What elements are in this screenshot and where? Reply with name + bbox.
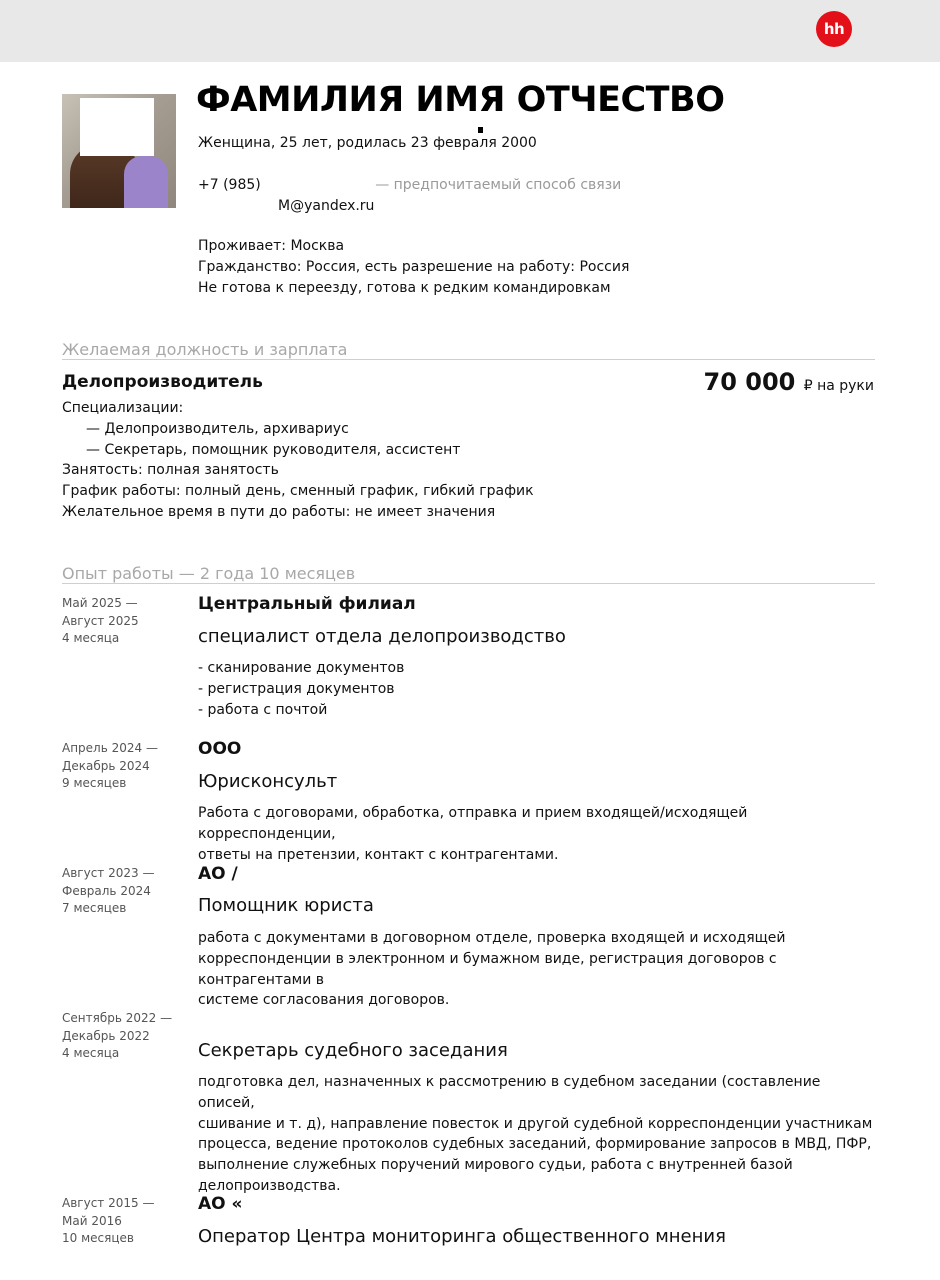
job-dates <box>62 865 192 918</box>
phone-number[interactable]: +7 (985) <box>198 177 266 193</box>
job-company: АО « <box>198 1194 243 1214</box>
job-description-line: выполнение служебных поручений мирового судьи, работа с внутренней базой <box>198 1157 793 1174</box>
job-company: Центральный филиал <box>198 594 416 614</box>
job-description-line: - работа с почтой <box>198 701 328 718</box>
specialization-item: — Делопроизводитель, архивариус <box>86 421 349 437</box>
salary-amount: 70 000 <box>703 368 796 396</box>
job-description-line: работа с документами в договорном отделе, проверка входящей и исходящей <box>198 930 786 946</box>
demographics: Женщина, 25 лет, родилась 23 февраля 2000 <box>198 135 537 151</box>
job-description-line: системе согласования договоров. <box>198 992 450 1009</box>
job-description-line: сшивание и т. д), направление повесток и другой судебной корреспонденции участникам <box>198 1115 873 1132</box>
job-description-line: делопроизводства. <box>198 1177 341 1194</box>
employment: Занятость: полная занятость <box>62 462 279 478</box>
citizenship: Гражданство: Россия, есть разрешение на работу: Россия <box>198 259 630 275</box>
top-bar <box>0 0 940 62</box>
job-company: АО / <box>198 864 238 884</box>
job-role: Юрисконсульт <box>198 771 338 792</box>
candidate-name: ФАМИЛИЯ ИМЯ ОТЧЕСТВО <box>196 80 725 120</box>
job-duration: 10 месяцев <box>62 1231 134 1245</box>
job-date-to: Май 2016 <box>62 1213 122 1228</box>
job-date-from: Май 2025 — <box>62 596 138 610</box>
job-description-line: Работа с договорами, обработка, отправка и прием входящей/исходящей корреспонденции, <box>198 805 748 842</box>
job-dates <box>62 740 192 793</box>
commute: Желательное время в пути до работы: не имеет значения <box>62 504 496 520</box>
job-description-line: - регистрация документов <box>198 680 395 697</box>
job-description-line: подготовка дел, назначенных к рассмотрению в судебном заседании (составление описей, <box>198 1074 821 1111</box>
redaction-mark <box>478 127 483 133</box>
profile-photo <box>62 94 176 208</box>
job-dates <box>62 595 192 648</box>
section-divider <box>62 359 875 360</box>
job-role: Помощник юриста <box>198 895 374 916</box>
section-title-desired: Желаемая должность и зарплата <box>62 340 348 359</box>
salary-unit: ₽ на руки <box>803 378 874 394</box>
job-description-line: ответы на претензии, контакт с контрагентами. <box>198 846 559 863</box>
email-line <box>198 198 374 214</box>
job-description <box>198 803 878 865</box>
section-divider <box>62 583 875 584</box>
job-role: Секретарь судебного заседания <box>198 1040 508 1061</box>
specialization-item: — Секретарь, помощник руководителя, ассистент <box>86 442 461 458</box>
job-date-to: Февраль 2024 <box>62 883 151 898</box>
salary <box>704 368 875 396</box>
job-description-line: - сканирование документов <box>198 660 405 676</box>
phone-line <box>198 177 621 193</box>
job-duration: 9 месяцев <box>62 776 127 790</box>
job-date-from: Сентябрь 2022 — <box>62 1011 173 1025</box>
specializations-label: Специализации: <box>62 400 184 416</box>
photo-redaction <box>80 98 154 156</box>
job-role: Оператор Центра мониторинга общественного мнения <box>198 1226 726 1247</box>
job-date-to: Август 2025 <box>62 613 139 628</box>
photo-shirt-shape <box>124 156 168 208</box>
job-description <box>198 658 878 720</box>
relocation: Не готова к переезду, готова к редким командировкам <box>198 280 611 296</box>
job-duration: 4 месяца <box>62 1046 120 1060</box>
job-description <box>198 1072 878 1197</box>
section-title-experience: Опыт работы — 2 года 10 месяцев <box>62 564 356 583</box>
schedule: График работы: полный день, сменный график, гибкий график <box>62 483 534 499</box>
job-date-from: Август 2015 — <box>62 1196 155 1210</box>
job-duration: 4 месяца <box>62 631 120 645</box>
job-date-to: Декабрь 2024 <box>62 758 150 773</box>
desired-position: Делопроизводитель <box>62 372 263 392</box>
job-date-from: Апрель 2024 — <box>62 741 158 755</box>
job-description-line: процесса, ведение протоколов судебных заседаний, формирование запросов в МВД, ПФР, <box>198 1136 872 1153</box>
job-description <box>198 928 878 1011</box>
job-duration: 7 месяцев <box>62 901 127 915</box>
phone-note: — предпочитаемый способ связи <box>375 177 622 193</box>
job-date-from: Август 2023 — <box>62 866 155 880</box>
hh-logo[interactable]: hh <box>816 11 852 47</box>
job-description-line: корреспонденции в электронном и бумажном виде, регистрация договоров с контрагентами в <box>198 950 777 988</box>
job-dates <box>62 1195 192 1248</box>
residence: Проживает: Москва <box>198 238 345 254</box>
job-dates <box>62 1010 192 1063</box>
email-address[interactable]: М@yandex.ru <box>278 198 375 214</box>
job-role: специалист отдела делопроизводство <box>198 626 566 647</box>
job-date-to: Декабрь 2022 <box>62 1028 150 1043</box>
job-company: ООО <box>198 739 242 759</box>
